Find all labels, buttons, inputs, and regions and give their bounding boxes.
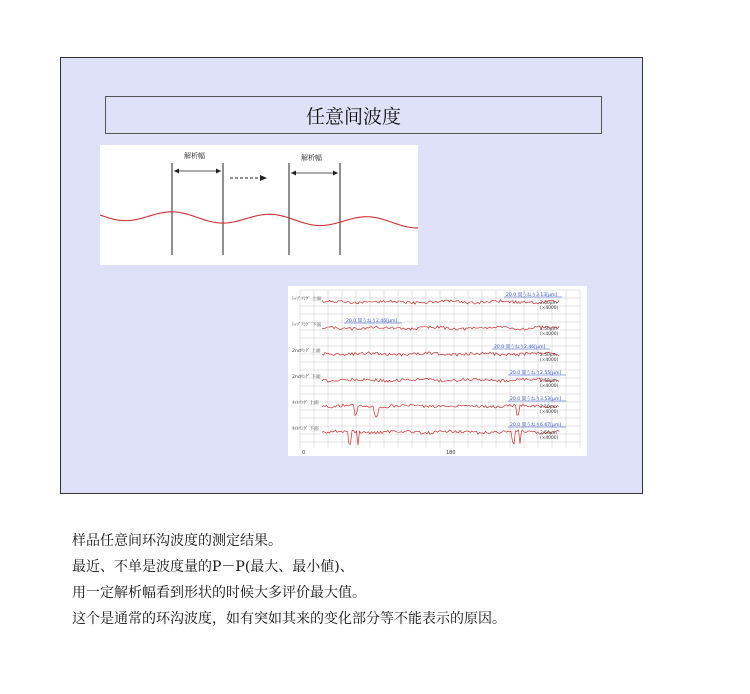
row-magnification: (×4000) — [540, 306, 559, 311]
row-magnification: (×4000) — [540, 358, 559, 363]
row-magnification: (×4000) — [540, 384, 559, 389]
chart-row — [292, 291, 562, 311]
row-label: ｵｲﾙﾘﾝｸﾞ 上面 — [292, 401, 319, 406]
row-label: 2ndﾘﾝｸﾞ 上面 — [292, 349, 321, 354]
chart-row — [292, 421, 566, 445]
slide-frame — [60, 57, 643, 494]
row-annotation: 20.0 間うねり — [510, 371, 541, 376]
measurement-trace — [322, 404, 559, 417]
move-arrowhead — [260, 175, 267, 181]
row-value: 3.13[μm] — [536, 293, 558, 298]
row-annotation: 20.0 間うねり — [346, 319, 377, 324]
analysis-width-label-right: 解析幅 — [301, 154, 322, 162]
row-label: ﾄｯﾌﾟﾘﾝｸﾞ 上面 — [292, 297, 322, 302]
row-scale: 2.50μm — [540, 353, 557, 358]
wave-diagram-svg — [100, 145, 418, 265]
measurement-trace — [322, 326, 559, 330]
x-tick-start: 0 — [302, 450, 306, 456]
x-tick-mid: 180 — [446, 450, 456, 456]
row-value: 2.55[μm] — [540, 371, 562, 376]
analysis-width-label-left: 解析幅 — [184, 152, 205, 160]
row-magnification: (×4000) — [540, 436, 559, 441]
measurement-trace — [322, 378, 559, 382]
row-scale: 2.50μm — [540, 405, 557, 410]
row-magnification: (×4000) — [540, 332, 559, 337]
row-scale: 2.50μm — [540, 301, 557, 306]
row-value: 6.67[μm] — [540, 423, 562, 428]
caption-line-2: 最近、不单是波度量的P－P(最大、最小値)、 — [72, 559, 354, 575]
row-annotation: 20.0 間うねり — [506, 293, 537, 298]
arrowhead — [333, 171, 338, 176]
arrowhead — [216, 169, 221, 174]
row-label: ｵｲﾙﾘﾝｸﾞ 下面 — [292, 427, 319, 432]
row-value: 3.53[μm] — [540, 397, 562, 402]
measurement-chart-svg — [288, 286, 587, 456]
arrowhead — [174, 169, 179, 174]
row-scale: 2.50μm — [540, 379, 557, 384]
row-magnification: (×4000) — [540, 410, 559, 415]
waviness-curve — [100, 212, 418, 228]
slide-title — [105, 96, 602, 134]
row-scale: 2.50μm — [540, 431, 557, 436]
row-value: 2.46[μm] — [376, 319, 398, 324]
slide-title-text: 任意间波度 — [305, 105, 401, 128]
row-scale: 2.50μm — [540, 327, 557, 332]
row-value: 2.46[μm] — [524, 345, 546, 350]
arrowhead — [291, 171, 296, 176]
chart-row — [292, 395, 566, 417]
measurement-chart — [288, 286, 587, 456]
row-annotation: 20.0 間うねり — [510, 423, 541, 428]
row-label: 2ndﾘﾝｸﾞ 下面 — [292, 375, 321, 380]
row-label: ﾄｯﾌﾟﾘﾝｸﾞ 下面 — [292, 323, 322, 328]
measurement-trace — [322, 300, 559, 304]
caption — [72, 528, 732, 632]
measurement-trace — [322, 430, 559, 445]
caption-line-4: 这个是通常的环沟波度，如有突如其来的变化部分等不能表示的原因。 — [72, 611, 506, 627]
row-annotation: 20.0 間うねり — [494, 345, 525, 350]
chart-row — [292, 317, 559, 337]
caption-line-3: 用一定解析幅看到形状的时候大多评价最大值。 — [72, 585, 366, 601]
row-annotation: 20.0 間うねり — [510, 397, 541, 402]
caption-line-1: 样品任意间环沟波度的测定结果。 — [72, 533, 282, 549]
wave-diagram — [100, 145, 418, 265]
